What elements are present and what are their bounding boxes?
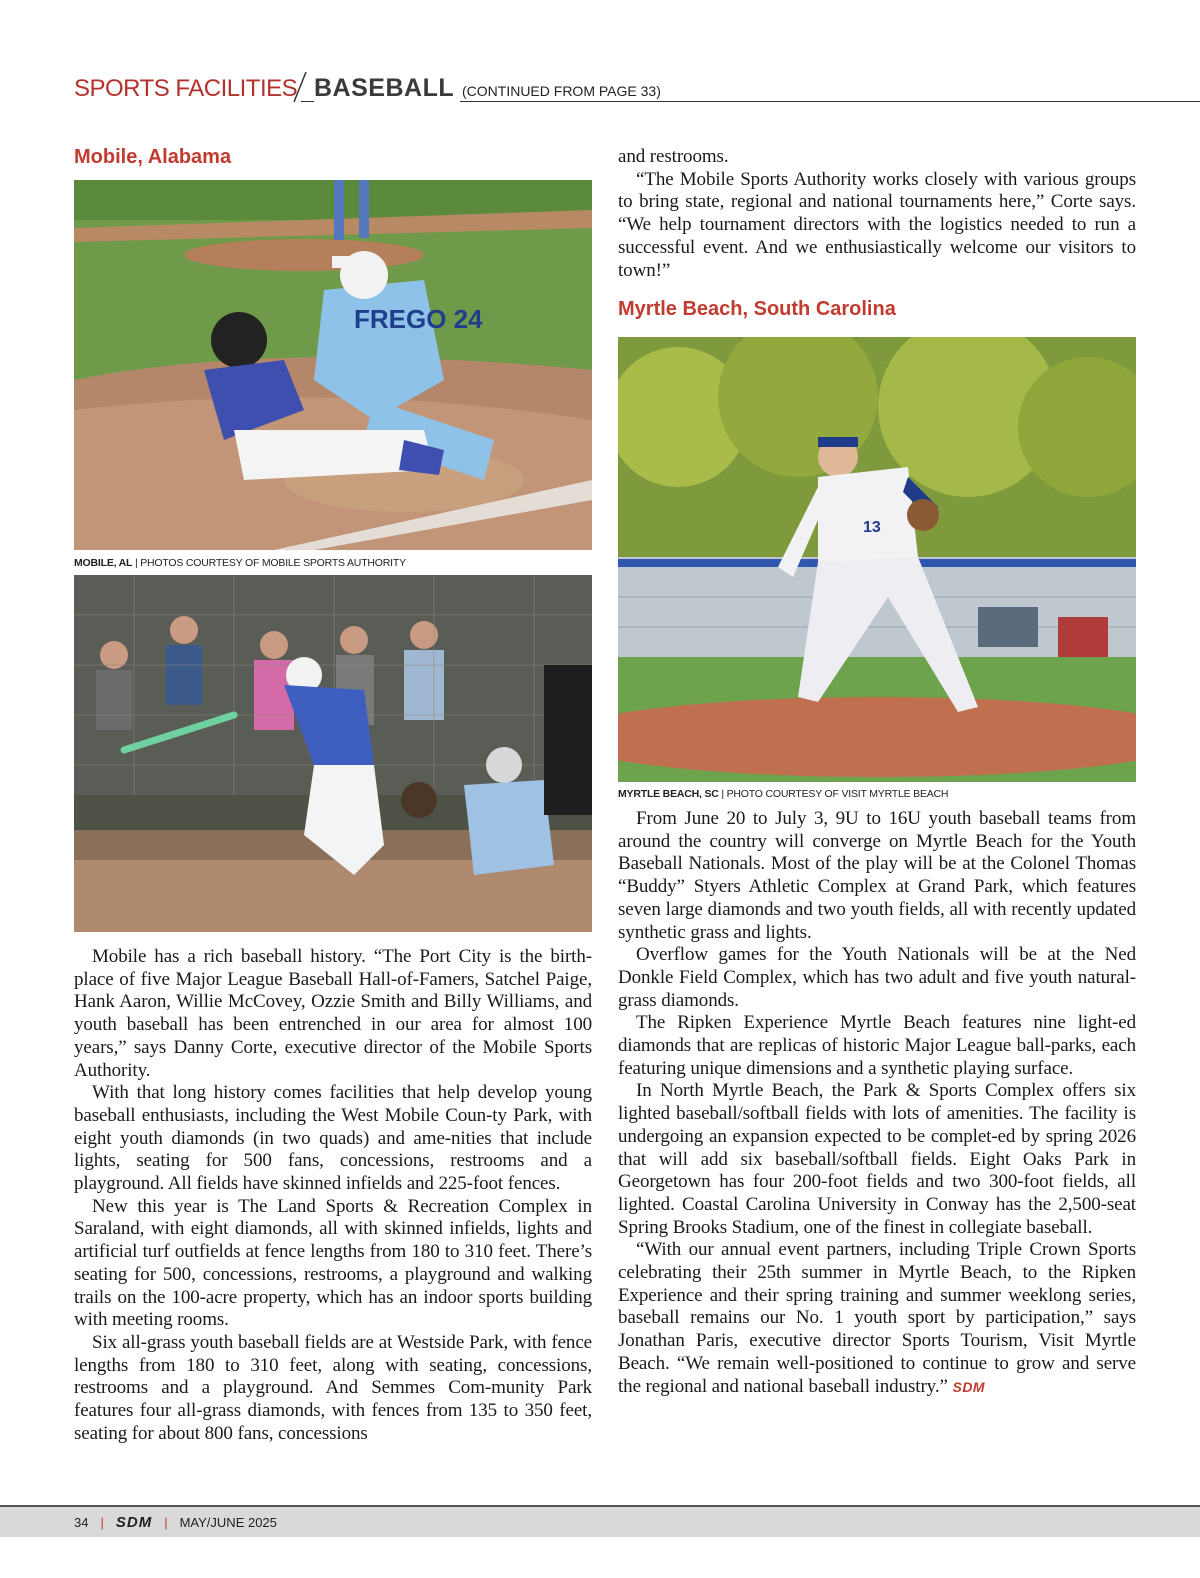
paragraph: Mobile has a rich baseball history. “The Port City is the birth-place of five Major League Baseball Hall-of-Famers, Satchel Paige, Hank Aaron, Willie McCovey, Ozzie Smith and Billy Williams, and youth baseball has been entrenched in our area for almost 100 years,” says Danny Corte, executive director of the Mobile Sports Authority. (74, 946, 592, 1081)
article-right-body (618, 808, 1136, 1398)
section-title: SPORTS FACILITIES (74, 75, 301, 103)
photo1-jersey: FREGO 24 (354, 304, 483, 334)
article-left-body (74, 946, 592, 1445)
caption-myrtle-beach: MYRTLE BEACH, SC | PHOTO COURTESY OF VISIT MYRTLE BEACH (618, 788, 949, 800)
page-header (74, 72, 1200, 108)
paragraph: From June 20 to July 3, 9U to 16U youth baseball teams from around the country will converge on Myrtle Beach for the Youth Baseball Nationals. Most of the play will be at the Colonel Thomas “Buddy” Styers Athletic Complex at Grand Park, which features seven large diamonds and two youth fields, all with recently updated synthetic grass and lights. (618, 808, 1136, 943)
photo3-jersey: 13 (863, 519, 881, 536)
footer-separator: | (164, 1515, 168, 1530)
page-footer (0, 1505, 1200, 1537)
paragraph: Six all-grass youth baseball fields are at Westside Park, with fence lengths from 180 to 310 feet, along with seating, concessions, restrooms and a playground. And Semmes Com-munity Park features four all-grass diamonds, with fences from 135 to 350 feet, seating for about 800 fans, concessions (74, 1331, 592, 1444)
paragraph: The Ripken Experience Myrtle Beach features nine light-ed diamonds that are replicas of historic Major League ball-parks, each featuring unique dimensions and a synthetic playing surface. (618, 1012, 1136, 1079)
caption-mobile: MOBILE, AL | PHOTOS COURTESY OF MOBILE SPORTS AUTHORITY (74, 557, 406, 569)
topic-title: BASEBALL (314, 74, 460, 103)
paragraph: With that long history comes facilities that help develop young baseball enthusiasts, including the West Mobile Coun-ty Park, with eight youth diamonds (in two quads) and ame-nities that include lights, seating for 500 fans, concessions, restrooms and a playground. All fields have skinned infields and 225-foot fences. (74, 1082, 592, 1195)
continued-note: (CONTINUED FROM PAGE 33) (462, 83, 665, 99)
paragraph: Overflow games for the Youth Nationals will be at the Ned Donkle Field Complex, which has two adult and five youth natural-grass diamonds. (618, 944, 1136, 1011)
heading-mobile: Mobile, Alabama (74, 146, 232, 168)
footer-separator: | (100, 1515, 104, 1530)
header-slash (290, 70, 310, 104)
photo-pitcher (618, 337, 1136, 782)
issue-date: MAY/JUNE 2025 (179, 1515, 277, 1530)
paragraph: and restrooms. (618, 146, 729, 167)
page-number: 34 (74, 1515, 89, 1530)
magazine-name: SDM (115, 1514, 153, 1531)
paragraph: In North Myrtle Beach, the Park & Sports Complex offers six lighted baseball/softball fields with lots of amenities. The facility is undergoing an expansion expected to be complet-ed by spring 2026 that will add six baseball/softball fields. Eight Oaks Park in Georgetown has four 200-foot fields and two 300-foot fields, all lighted. Coastal Carolina University in Conway has the 2,500-seat Spring Brooks Stadium, one of the finest in collegiate baseball. (618, 1080, 1136, 1238)
photo-slide-at-home (74, 180, 592, 550)
article-right-intro (618, 146, 1136, 282)
paragraph-final: “With our annual event partners, including Triple Crown Sports celebrating their 25th summer in Myrtle Beach, to the Ripken Experience and their spring training and summer weeklong series, baseball remains our No. 1 youth sport by participation,” says Jonathan Paris, executive director Sports Tourism, Visit Myrtle Beach. “We remain well-positioned to continue to grow and serve the regional and national baseball industry.” SDM (618, 1239, 1136, 1397)
end-mark: SDM (952, 1378, 986, 1395)
photo-batter-swing (74, 575, 592, 932)
paragraph: “The Mobile Sports Authority works closely with various groups to bring state, regional and national tournaments here,” Corte says. “We help tournament directors with the logistics needed to run a successful event. And we enthusiastically welcome our visitors to town!” (618, 168, 1136, 281)
heading-myrtle-beach: Myrtle Beach, South Carolina (618, 298, 896, 320)
paragraph: New this year is The Land Sports & Recreation Complex in Saraland, with eight diamonds, all with skinned infields, lights and artificial turf outfields at fence lengths from 180 to 310 feet. There’s seating for 500, concessions, restrooms, a playground and walking trails on the 100-acre property, which has an indoor sports building with meeting rooms. (74, 1195, 592, 1331)
